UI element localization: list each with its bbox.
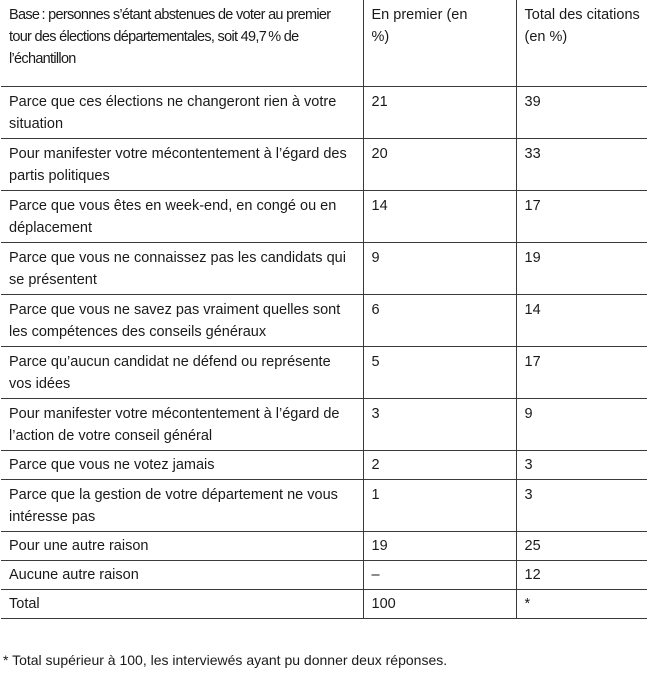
table-row xyxy=(1,191,647,243)
row-reason: Pour manifester votre mécontentement à l’égard des partis politiques xyxy=(1,139,363,191)
table-row-total xyxy=(1,590,647,619)
row-reason: Parce qu’aucun candidat ne défend ou représente vos idées xyxy=(1,347,363,399)
abstention-reasons-table xyxy=(1,0,647,619)
row-first: 6 xyxy=(363,295,516,347)
table-row xyxy=(1,399,647,451)
row-reason: Parce que vous ne savez pas vraiment quelles sont les compétences des conseils généraux xyxy=(1,295,363,347)
row-total: 25 xyxy=(516,532,647,561)
row-total: 19 xyxy=(516,243,647,295)
row-first: 5 xyxy=(363,347,516,399)
row-total: 14 xyxy=(516,295,647,347)
table-row xyxy=(1,480,647,532)
footnote: * Total supérieur à 100, les interviewés ayant pu donner deux réponses. xyxy=(3,652,448,668)
table-row xyxy=(1,561,647,590)
row-total: 33 xyxy=(516,139,647,191)
row-reason: Parce que vous ne votez jamais xyxy=(1,451,363,480)
row-first: – xyxy=(363,561,516,590)
row-total: 17 xyxy=(516,347,647,399)
row-first: 3 xyxy=(363,399,516,451)
row-first: 1 xyxy=(363,480,516,532)
header-base: Base : personnes s’étant abstenues de voter au premier tour des élections départementales, soit 49,7 % de l’échantillon xyxy=(1,0,363,87)
header-total: Total des citations (en %) xyxy=(516,0,647,87)
row-total: 12 xyxy=(516,561,647,590)
row-total: * xyxy=(516,590,647,619)
row-total: 9 xyxy=(516,399,647,451)
row-total: 3 xyxy=(516,451,647,480)
table-row xyxy=(1,532,647,561)
table-row xyxy=(1,87,647,139)
table-row xyxy=(1,295,647,347)
table-row xyxy=(1,347,647,399)
row-reason: Parce que la gestion de votre département ne vous intéresse pas xyxy=(1,480,363,532)
table-header-row xyxy=(1,0,647,87)
row-first: 19 xyxy=(363,532,516,561)
table-row xyxy=(1,243,647,295)
row-reason: Parce que vous êtes en week-end, en congé ou en déplacement xyxy=(1,191,363,243)
row-reason: Parce que vous ne connaissez pas les candidats qui se présentent xyxy=(1,243,363,295)
header-first: En premier (en %) xyxy=(363,0,516,87)
row-reason: Total xyxy=(1,590,363,619)
row-total: 3 xyxy=(516,480,647,532)
row-total: 17 xyxy=(516,191,647,243)
row-reason: Parce que ces élections ne changeront rien à votre situation xyxy=(1,87,363,139)
table-row xyxy=(1,451,647,480)
row-first: 9 xyxy=(363,243,516,295)
row-first: 2 xyxy=(363,451,516,480)
row-reason: Aucune autre raison xyxy=(1,561,363,590)
row-reason: Pour manifester votre mécontentement à l’égard de l’action de votre conseil général xyxy=(1,399,363,451)
row-first: 100 xyxy=(363,590,516,619)
row-first: 21 xyxy=(363,87,516,139)
row-first: 14 xyxy=(363,191,516,243)
table-row xyxy=(1,139,647,191)
row-first: 20 xyxy=(363,139,516,191)
row-total: 39 xyxy=(516,87,647,139)
row-reason: Pour une autre raison xyxy=(1,532,363,561)
